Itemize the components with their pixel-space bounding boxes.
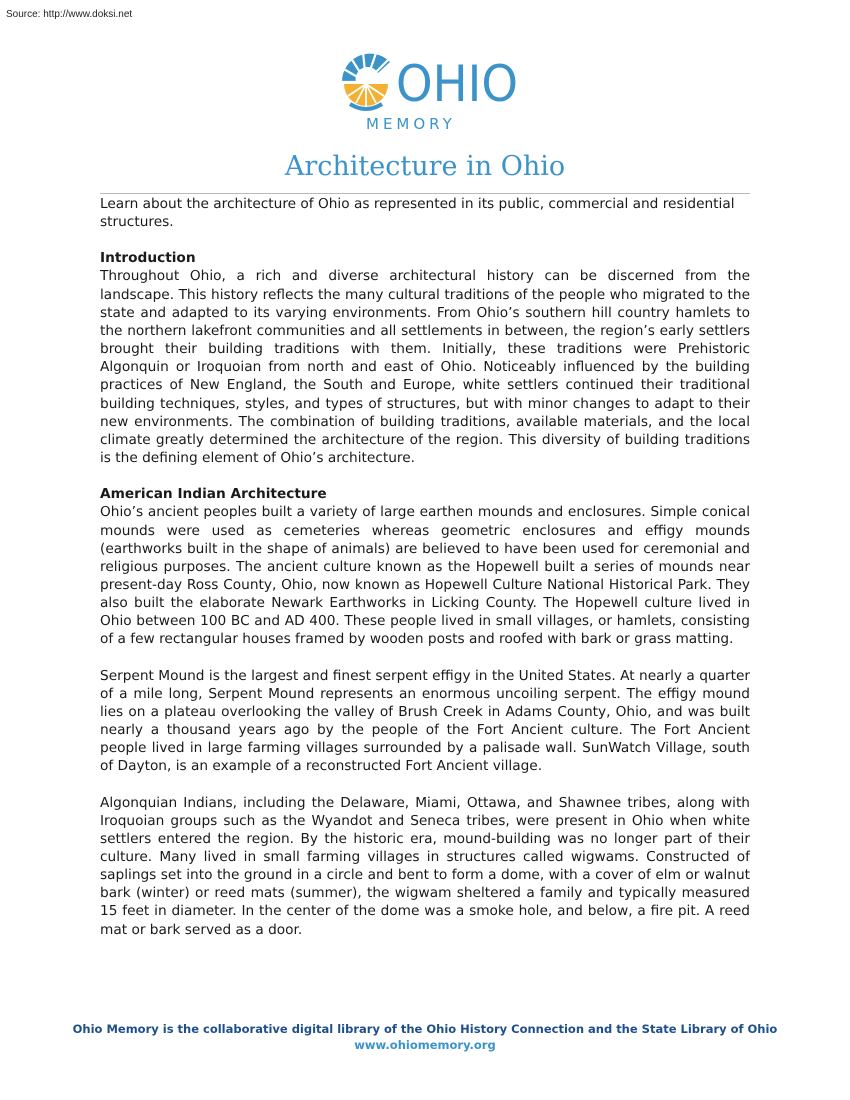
footer-credit: Ohio Memory is the collaborative digital library of the Ohio History Connection and the State Library of Ohio [72,1022,778,1036]
source-label: Source: http://www.doksi.net [6,9,133,20]
paragraph-serpent-mound: Serpent Mound is the largest and finest serpent effigy in the United States. At nearly a quarter of a mile long, Serpent Mound represents an enormous uncoiling serpent. The effigy mound lies on a plateau overlooking the valley of Brush Creek in Adams County, Ohio, and was built nearly a thousand years ago by the people of the Fort Ancient culture. The Fort Ancient people lived in large farming villages surrounded by a palisade wall. SunWatch Village, south of Dayton, is an example of a reconstructed Fort Ancient village. [100,667,750,775]
paragraph-algonquian: Algonquian Indians, including the Delaware, Miami, Ottawa, and Shawnee tribes, along with Iroquoian groups such as the Wyandot and Seneca tribes, were present in Ohio when white settlers entered the region. By the historic era, mound-building was no longer part of their culture. Many lived in small farming villages in structures called wigwams. Constructed of saplings set into the ground in a circle and bent to form a dome, with a cover of elm or walnut bark (winter) or reed mats (summer), the wigwam sheltered a family and typically measured 15 feet in diameter. In the center of the dome was a smoke hole, and below, a fire pit. A reed mat or bark served as a door. [100,794,750,938]
logo-subword: MEMORY [366,115,456,133]
footer-url-link[interactable]: www.ohiomemory.org [354,1038,496,1052]
footer [0,1021,850,1053]
document-body [100,195,750,939]
logo-word: OHIO [396,55,518,113]
intro-paragraph: Learn about the architecture of Ohio as represented in its public, commercial and residential structures. [100,196,735,231]
sun-rays-icon [339,52,390,109]
section-heading-introduction: Introduction [100,250,196,267]
section-heading-american-indian: American Indian Architecture [100,486,327,503]
sun-logo-icon [330,40,530,135]
page-title: Architecture in Ohio [284,151,566,182]
ohio-memory-logo [330,40,530,135]
title-divider [100,193,750,194]
paragraph-introduction: Throughout Ohio, a rich and diverse architectural history can be discerned from the landscape. This history reflects the many cultural traditions of the people who migrated to the state and adapted to its varying environments. From Ohio’s southern hill country hamlets to the northern lakefront communities and all settlements in between, the region’s early settlers brought their building traditions with them. Initially, these traditions were Prehistoric Algonquin or Iroquoian from north and east of Ohio. Noticeably influenced by the building practices of New England, the South and Europe, white settlers continued their traditional building techniques, styles, and types of structures, but with minor changes to adapt to their new environments. The combination of building traditions, available materials, and the local climate greatly determined the architecture of the region. This diversity of building traditions is the defining element of Ohio’s architecture. [100,268,750,467]
paragraph-hopewell: Ohio’s ancient peoples built a variety of large earthen mounds and enclosures. Simple conical mounds were used as cemeteries whereas geometric enclosures and effigy mounds (earthworks built in the shape of animals) are believed to have been used for ceremonial and religious purposes. The ancient culture known as the Hopewell built a series of mounds near present-day Ross County, Ohio, now known as Hopewell Culture National Historical Park. They also built the elaborate Newark Earthworks in Licking County. The Hopewell culture lived in Ohio between 100 BC and AD 400. These people lived in small villages, or hamlets, consisting of a few rectangular houses framed by wooden posts and roofed with bark or grass matting. [100,504,750,648]
